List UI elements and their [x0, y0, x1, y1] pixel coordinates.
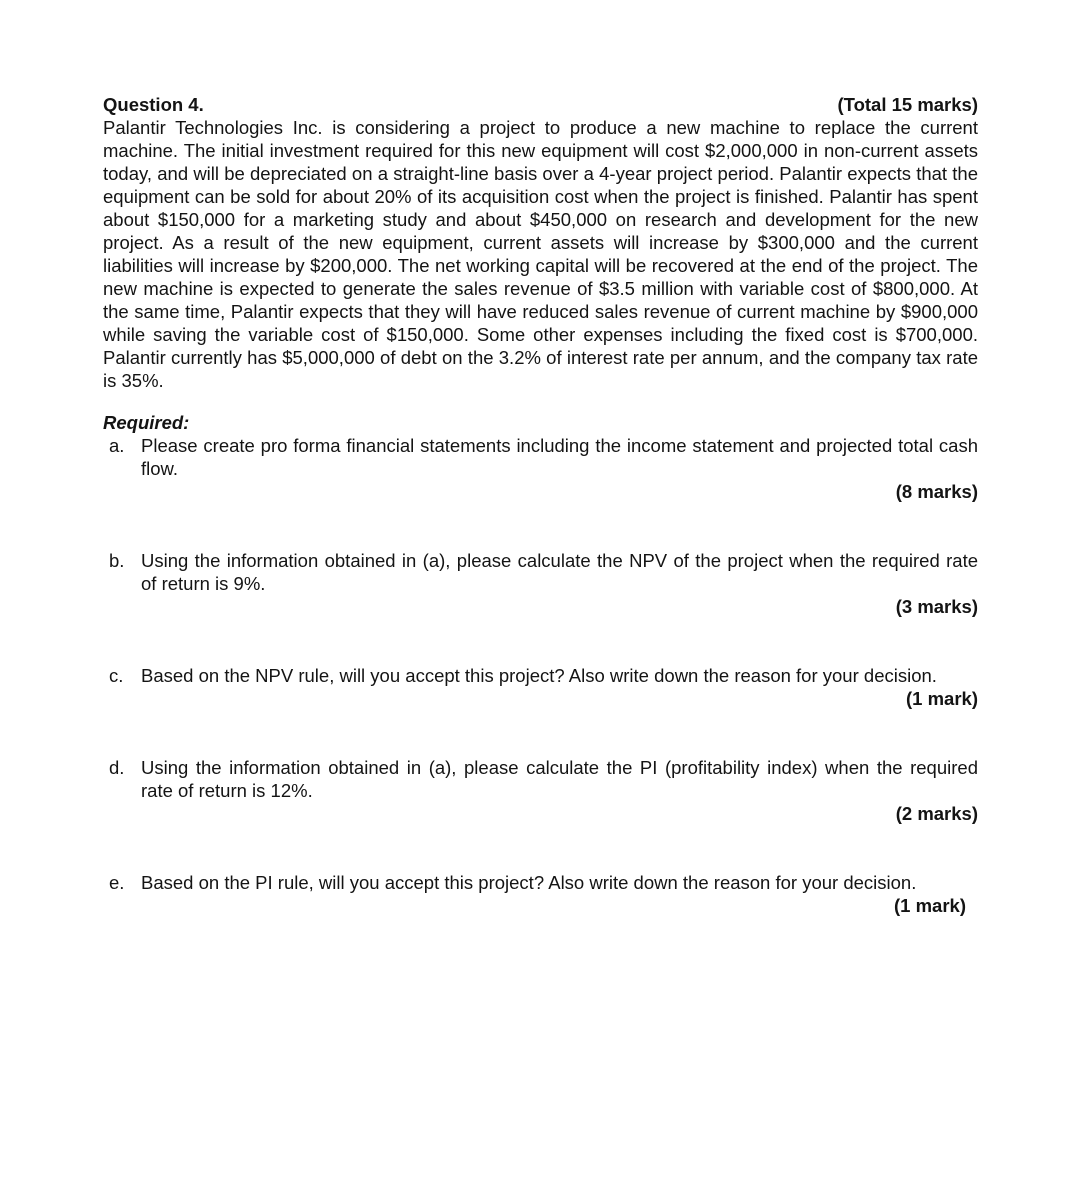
question-total-marks: (Total 15 marks): [837, 94, 978, 115]
question-page: [103, 93, 978, 917]
item-letter: c.: [109, 665, 124, 686]
item-text: Based on the NPV rule, will you accept this project? Also write down the reason for your decision.: [141, 665, 937, 686]
required-heading: Required:: [103, 412, 190, 433]
required-item-e: [103, 871, 978, 917]
item-marks: (2 marks): [895, 803, 978, 824]
item-text: Please create pro forma financial statements including the income statement and projected total cash flow.: [141, 435, 978, 479]
required-item-c: [103, 664, 978, 710]
item-text: Based on the PI rule, will you accept this project? Also write down the reason for your decision.: [141, 872, 917, 893]
item-marks: (8 marks): [895, 481, 978, 502]
item-marks: (1 mark): [906, 688, 978, 709]
item-letter: b.: [109, 550, 125, 571]
question-body: Palantir Technologies Inc. is considering a project to produce a new machine to replace the current machine. The initial investment required for this new equipment will cost $2,000,000 in non-current assets today, and will be depreciated on a straight-line basis over a 4-year project period. Palantir expects that the equipment can be sold for about 20% of its acquisition cost when the project is finished. Palantir has spent about $150,000 for a marketing study and about $450,000 on research and development for the new project. As a result of the new equipment, current assets will increase by $300,000 and the current liabilities will increase by $200,000. The net working capital will be recovered at the end of the project. The new machine is expected to generate the sales revenue of $3.5 million with variable cost of $800,000. At the same time, Palantir expects that they will have reduced sales revenue of current machine by $900,000 while saving the variable cost of $150,000. Some other expenses including the fixed cost is $700,000. Palantir currently has $5,000,000 of debt on the 3.2% of interest rate per annum, and the company tax rate is 35%.: [103, 117, 978, 391]
item-marks: (3 marks): [895, 596, 978, 617]
required-item-d: [103, 756, 978, 825]
required-list: [103, 434, 978, 917]
item-letter: e.: [109, 872, 125, 893]
required-item-a: [103, 434, 978, 503]
item-text: Using the information obtained in (a), please calculate the NPV of the project when the required rate of return is 9%.: [141, 550, 978, 594]
question-title: Question 4.: [103, 94, 204, 115]
question-header: [103, 93, 978, 116]
item-text: Using the information obtained in (a), please calculate the PI (profitability index) when the required rate of return is 12%.: [141, 757, 978, 801]
required-item-b: [103, 549, 978, 618]
item-letter: d.: [109, 757, 125, 778]
item-marks: (1 mark): [894, 895, 966, 916]
item-letter: a.: [109, 435, 125, 456]
